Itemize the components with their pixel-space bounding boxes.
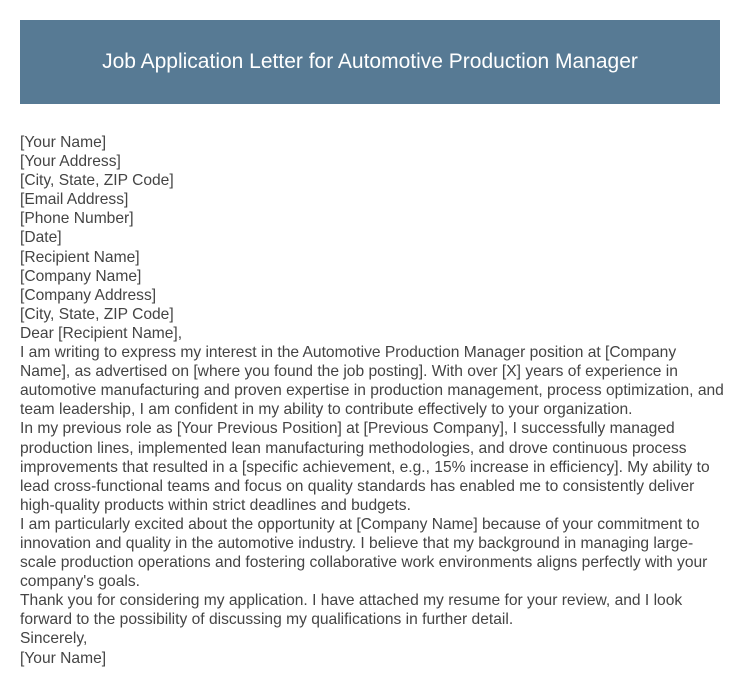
paragraph-closing: Thank you for considering my application. I have attached my resume for your review, and I look forward to the possibility of discussing my qualifications in further detail. — [20, 592, 683, 629]
recipient-company: [Company Name] — [20, 267, 142, 285]
recipient-city-state-zip: [City, State, ZIP Code] — [20, 305, 174, 323]
recipient-company-address: [Company Address] — [20, 286, 157, 304]
sender-phone: [Phone Number] — [20, 210, 134, 228]
sender-address: [Your Address] — [20, 153, 121, 171]
paragraph-experience: In my previous role as [Your Previous Position] at [Previous Company], I successfully managed production lines, implemented lean manufacturing methodologies, and drove continuous process improvements that resulted in a [specific achievement, e.g., 15% increase in efficiency]. My ability to lead cross-functional teams and focus on quality standards has enabled me to consistently deliver high-quality products within strict deadlines and budgets. — [20, 420, 710, 514]
page-title: Job Application Letter for Automotive Production Manager — [102, 50, 638, 73]
sender-name: [Your Name] — [20, 134, 107, 151]
closing: Sincerely, — [20, 630, 88, 648]
recipient-name: [Recipient Name] — [20, 248, 140, 266]
paragraph-motivation: I am particularly excited about the opportunity at [Company Name] because of your commitment to innovation and quality in the automotive industry. I believe that my background in managing large-scale production operations and fostering collaborative work environments aligns perfectly with your company's goals. — [20, 515, 708, 591]
paragraph-introduction: I am writing to express my interest in the Automotive Production Manager position at [Company Name], as advertised on [where you found the job posting]. With over [X] years of experience in automotive manufacturing and proven expertise in production management, process optimization, and team leadership, I am confident in my ability to contribute effectively to your organization. — [20, 344, 724, 419]
letter-header-banner — [20, 20, 720, 104]
sender-city-state-zip: [City, State, ZIP Code] — [20, 172, 174, 190]
letter-body — [20, 133, 725, 668]
salutation: Dear [Recipient Name], — [20, 324, 183, 342]
letter-date: [Date] — [20, 229, 62, 247]
sender-email: [Email Address] — [20, 191, 129, 209]
signature: [Your Name] — [20, 649, 107, 667]
